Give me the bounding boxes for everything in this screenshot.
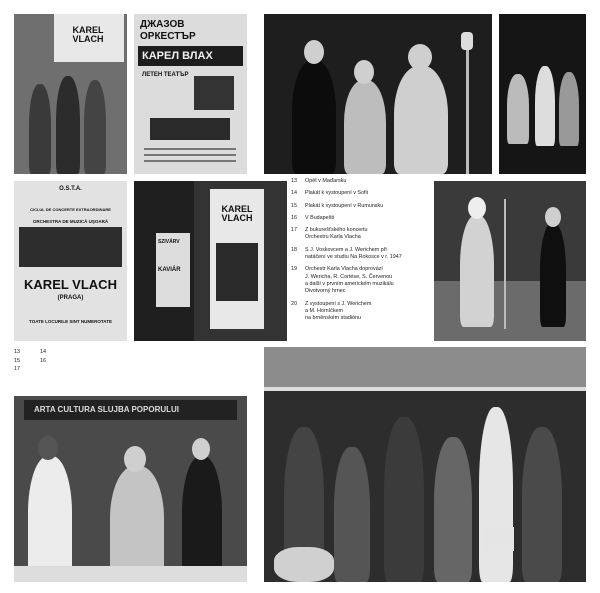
caption-20: 20 Z vystoupení s J. Werichem a M. Horníčkem na brněnském stadiónu: [291, 300, 372, 322]
caption-14: 14 Plakát k vystoupení v Sofii: [291, 190, 368, 197]
photo-stage-performers: [434, 181, 586, 341]
poster-footer: TOATE LOCURILE SINT NUMEROTATE: [29, 319, 112, 324]
poster-side-1: SZIVÁRV: [158, 239, 180, 245]
caption-13: 13 Opět v Maďarsku: [291, 178, 347, 184]
photo-studio-microphone: [264, 14, 492, 174]
photo-bucharest-concert: [14, 396, 247, 582]
photo-budapest-posters: [134, 181, 287, 341]
poster-venue: ЛЕТЕН ТЕАТЪР: [142, 72, 189, 78]
photo-sofia-poster: [134, 14, 247, 174]
caption-15: 15 Plakát k vystoupení v Rumunsku: [291, 202, 384, 209]
caption-16: 16 V Budapešti: [291, 214, 335, 221]
caption-19: 19 Orchestr Karla Vlacha doprovází J. Wericha, R. Cortése, S. Červenou a další v prvním americkém muzikálu Divotvorný hrnec: [291, 266, 394, 295]
caption-list: [291, 178, 431, 343]
poster-city: (PRAGA): [57, 295, 84, 301]
poster-hall: CICLUL DE CONCERTE EXTRAORDINARE: [30, 207, 111, 212]
photo-romania-poster: [14, 181, 127, 341]
caption-17: 17 Z bukurešťského koncertu Orchestru Karla Vlacha: [291, 227, 368, 241]
poster-title-2: ОРКЕСТЪР: [140, 31, 196, 42]
poster-name-ro: KAREL VLACH: [24, 277, 117, 292]
caption-18: 18 S J. Voskovcem a J. Werichem při natáčení ve studiu Na Rokosce v r. 1947: [291, 246, 402, 261]
poster-title-1: ДЖАЗОВ: [140, 19, 185, 30]
banner-text: ARTA CULTURA SLUJBA POPORULUI: [34, 405, 180, 414]
photo-orchestra-musical: [264, 347, 586, 582]
photo-dancers: [499, 14, 586, 174]
poster-name: КАРЕЛ ВЛАХ: [142, 50, 213, 62]
photo-layout-key: 13 14 15 16 17: [14, 349, 47, 373]
sign-text: KAREL VLACH: [72, 25, 104, 45]
photo-street-sign: [14, 14, 127, 174]
poster-name-hu: KAREL VLACH: [221, 204, 253, 223]
poster-side-2: KAVIÁR: [158, 267, 181, 273]
poster-orchestra: ORCHESTRA DE MUZICĂ UŞOARĂ: [32, 219, 109, 224]
poster-org: O.S.T.A.: [59, 186, 82, 192]
